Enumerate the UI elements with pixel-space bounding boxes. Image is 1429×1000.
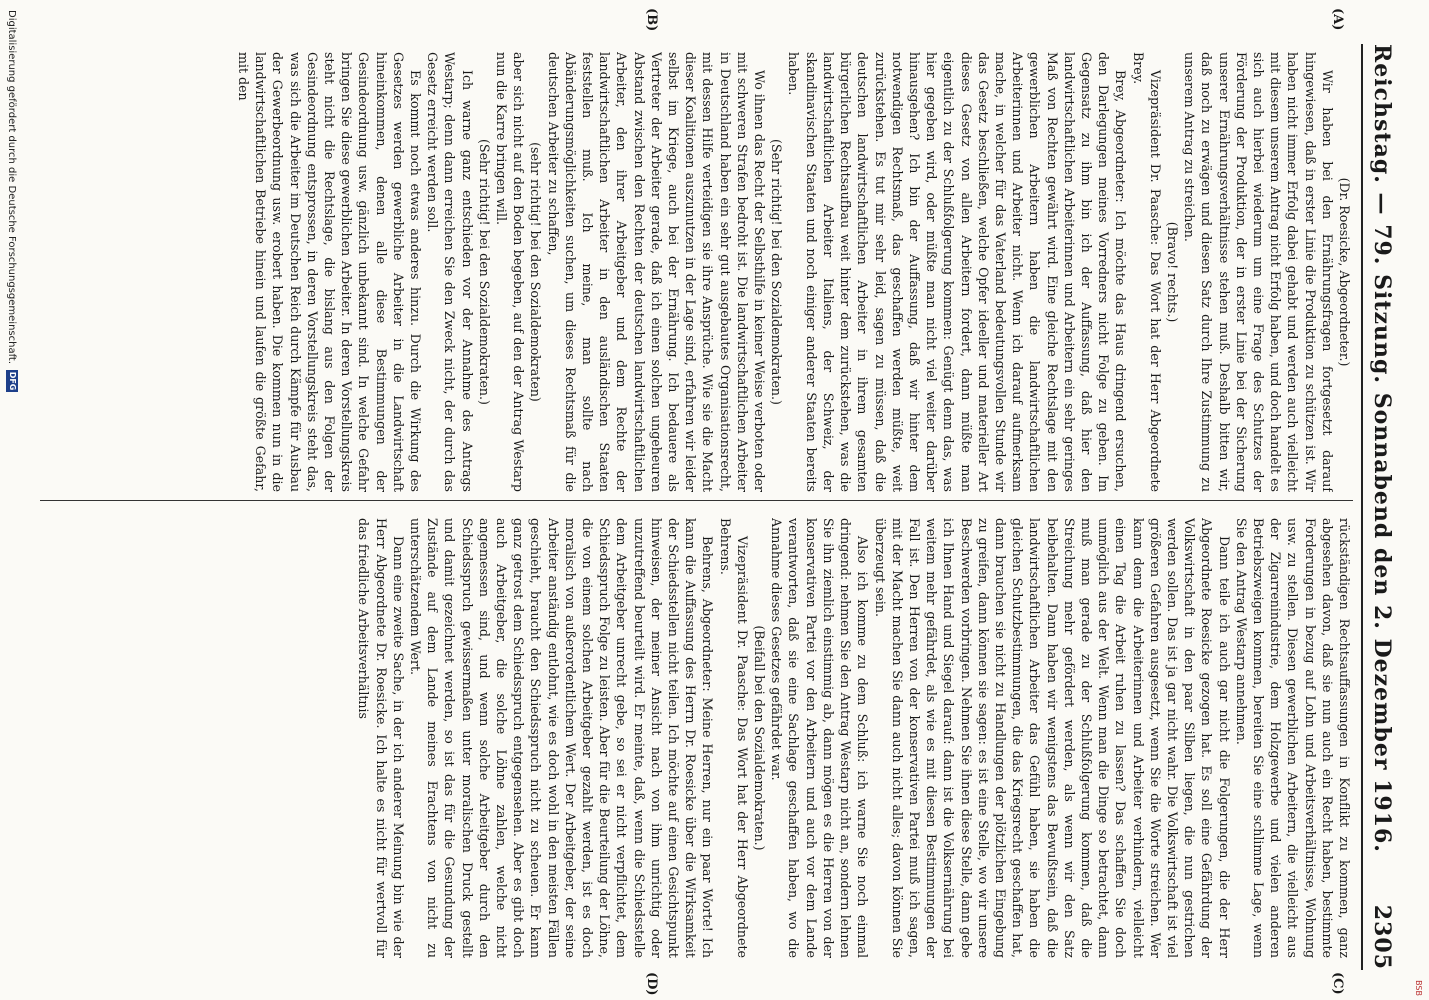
left-column	[40, 52, 1353, 492]
footer-text: Digitalisierung gefördert durch die Deutsche Forschungsgemeinschaft.	[6, 10, 18, 365]
paragraph: Behrens, Abgeordneter: Meine Herren, nur ein paar Worte! Ich kann die Auffassung des Herrn Dr. Roesicke über die Wirksamkeit der Schiedsstellen nicht teilen. Ich möchte auf einen Gesichtspunkt hinweisen, der meiner Ansicht nach von ihm unrichtig oder unzutreffend beurteilt wird. Er meinte, daß, wenn die Schiedsstelle dem Arbeitgeber unrecht gebe, so sei er nicht verpflichtet, dem Schiedsspruch Folge zu leisten. Aber für die Beurteilung der Löhne, die von einem solchen Arbeitgeber gezahlt werden, ist es doch moralisch von außerordentlichem Wert. Der Arbeitgeber, der seine Arbeiter anständig entlohnt, wie es doch wohl in den meisten Fällen geschieht, braucht den Schiedsspruch nicht zu scheuen. Er kann ganz getrost dem Schiedsspruch entgegensehen. Aber es gibt doch auch Arbeitgeber, die solche Löhne zahlen, welche nicht angemessen sind, und wenn solche Arbeitgeber durch den Schiedsspruch gewissermaßen unter moralischen Druck gestellt und damit gezeichnet werden, so ist das für die Gesundung der Zustände auf dem Lande meines Erachtens von nicht zu unterschätzendem Wert.	[408, 518, 716, 958]
column-separator	[40, 500, 1353, 501]
footer	[6, 10, 18, 392]
paragraph: Also ich komme zu dem Schluß: ich warne Sie noch einmal dringend: nehmen Sie den Antrag Westarp nicht an, sondern lehnen Sie ihn ziemlich einstimmig ab, dann mögen es die Herren von der konservativen Partei vor den Arbeitern und auch vor dem Lande verantworten, daß sie eine Sachlage geschaffen haben, wo die Annahme dieses Gesetzes gefährdet war.	[769, 518, 871, 958]
paragraph: (Bravo! rechts.)	[1164, 221, 1180, 323]
dfg-logo-icon: DFG	[8, 371, 17, 391]
paragraph: aber sich nicht auf den Boden begeben, auf den der Antrag Westarp nun die Karre bringen will.	[494, 52, 527, 492]
paragraph: Ich warne ganz entschieden vor der Annahme des Antrags Westarp; denn dann erreichen Sie den Zweck nicht, der durch das Gesetz erreicht werden soll.	[425, 52, 475, 492]
right-column	[40, 518, 1353, 958]
page-number: 2305	[1369, 904, 1395, 970]
paragraph: Wir haben bei den Ernährungsfragen fortgesetzt darauf hingewiesen, daß in erster Linie die Produktion zu schützen ist. Wir haben nicht immer Erfolg dabei gehabt und werden auch vielleicht mit diesem unserem Antrag nicht Erfolg haben, und doch handelt es sich auch hierbei wiederum um eine Frage des Schutzes der Förderung der Produktion, der in erster Linie bei der Sicherung unserer Ernährungsverhältnisse stehen muß. Deshalb bitten wir, daß noch zu erwägen und diesen Satz durch Ihre Zustimmung zu unserem Antrag zu streichen.	[1182, 52, 1335, 492]
paragraph: (Dr. Roesicke, Abgeordneter.)	[1337, 177, 1352, 367]
margin-marker-b: (B)	[644, 8, 659, 32]
paragraph: Vizepräsident Dr. Paasche: Das Wort hat der Herr Abgeordnete Brey.	[1130, 52, 1163, 492]
paragraph: (Beifall bei den Sozialdemokraten.)	[752, 625, 768, 851]
paragraph: Wo ihnen das Recht der Selbsthilfe in keiner Weise verboten oder mit schweren Strafen bedroht ist. Die landwirtschaftlichen Arbeiter in Deutschland haben ein sehr gut ausgebautes Organisationsrecht, mit dessen Hilfe verteidigen sie ihre Ansprüche. Wie sie die Macht dieser Koalitionen auszunutzen in der Lage sind, erfahren wir leider selbst im Kriege, auch bei der Ernährung. Ich bedauere als Vertreter der Arbeiter gerade, daß ich einen solchen ungeheuren Abstand zwischen den Rechten der deutschen landwirtschaftlichen Arbeiter, den ihrer Arbeitgeber und dem Rechte der landwirtschaftlichen Arbeiter in den ausländischen Staaten feststellen muß. Ich meine, man sollte nach Abänderungsmöglichkeiten suchen, um dieses Rechtsmaß für die deutschen Arbeiter zu schaffen,	[545, 52, 768, 492]
header-rule	[1361, 44, 1363, 970]
header-title: Reichstag. — 79. Sitzung. Sonnabend den 2. Dezember 1916.	[1369, 44, 1395, 853]
paragraph: Es kommt noch etwas anderes hinzu. Durch die Wirkung des Gesetzes werden gewerbliche Arbeiter in die Landwirtschaft hineinkommen, denen alle diese Bestimmungen der Gesindeordnung usw. gänzlich unbekannt sind. In welche Gefahr bringen Sie diese gewerblichen Arbeiter. In deren Vorstellungskreis steht nicht die Rechtslage, die bislang aus den Folgen der Gesindeordnung entsprossen, in deren Vorstellungskreis steht das, was sich die Arbeiter im Deutschen Reich durch Kämpfe für Ausbau der Gewerbeordnung usw. erobert haben. Die kommen nun in die landwirtschaftlichen Betriebe hinein und laufen die größte Gefahr, mit den	[236, 52, 424, 492]
paragraph: (sehr richtig! bei den Sozialdemokraten)	[528, 142, 544, 402]
margin-marker-c: (C)	[1330, 972, 1345, 995]
paragraph: (Sehr richtig! bei den Sozialdemokraten.)	[769, 139, 785, 405]
paragraph: (Sehr richtig! bei den Sozialdemokraten.)	[476, 139, 492, 405]
paragraph: Dann teile ich auch gar nicht die Folgerungen, die der Herr Abgeordnete Roesicke gezogen hat. Es soll eine Gefährdung der Volkswirtschaft in den paar Silben liegen, die nun gestrichen werden sollen. Das ist ja gar nicht wahr. Die Volkswirtschaft ist viel größeren Gefahren ausgesetzt, wenn Sie die Worte streichen. Wer kann denn die Arbeiterinnen und Arbeiter verhindern, vielleicht einen Tag die Arbeit ruhen zu lassen? Das schaffen Sie doch unmöglich aus der Welt. Wenn man die Dinge so betrachtet, dann muß man gerade zu der Schlußfolgerung kommen, daß die Streichung mehr gefördert werden, als wenn wir den Satz beibehalten. Dann haben wir wenigstens das Bewußtsein, daß die landwirtschaftlichen Arbeiter das Gefühl haben, sie haben die gleichen Schutzbestimmungen, die das Kriegsrecht geschaffen hat, dann brauchen sie nicht zu Handlungen der plötzlichen Eingebung zu greifen, dann können sie sagen: es ist eine Stelle, wo wir unsere Beschwerden vorbringen. Nehmen Sie ihnen diese Stelle, dann gebe ich Ihnen Hand und Siegel darauf: dann ist die Volksernährung bei weitem mehr gefährdet, als wie es mit diesen Bestimmungen der Fall ist. Den Herren von der konservativen Partei muß ich sagen, mit der Macht machen Sie dann auch nicht alles; davon können Sie überzeugt sein.	[872, 518, 1232, 958]
paragraph: Brey, Abgeordneter: Ich möchte das Haus dringend ersuchen, den Darlegungen meines Vorredners nicht Folge zu geben. Im Gegensatz zu ihm bin ich der Auffassung, daß hier den landwirtschaftlichen Arbeiterinnen und Arbeitern ein sehr geringes Maß von Rechten gewährt wird. Eine gleiche Rechtslage mit den gewerblichen Arbeitern haben die landwirtschaftlichen Arbeiterinnen und Arbeiter nicht. Wenn ich darauf aufmerksam mache, in welcher für das Vaterland bedeutungsvollen Stunde wir das Gesetz beschließen, welche Opfer ideeller und materieller Art dieses Gesetz von allen Arbeitern fordert, dann müßte man eigentlich zu der Schlußfolgerung kommen: Genügt denn das, was hier gegeben wird, oder müßte man nicht viel weiter darüber hinausgehen? Ich bin der Auffassung, daß wir hinter dem notwendigen Rechtsmaß, das geschaffen werden müßte, weit zurückstehen. Es tut mir sehr leid, sagen zu müssen, daß die deutschen landwirtschaftlichen Arbeiter in ihrem gesamten bürgerlichen Rechtsaufbau weit hinter dem zurückstehen, was die landwirtschaftlichen Arbeiter Italiens, der Schweiz, der skandinavischen Staaten und noch einiger anderer Staaten bereits haben.	[786, 52, 1129, 492]
page-header	[1369, 44, 1395, 970]
paragraph: rückständigen Rechtsauffassungen in Konflikt zu kommen, ganz abgesehen davon, daß sie nun auch ein Recht haben, bestimmte Forderungen in bezug auf Lohn und Arbeitsverhältnisse, Wohnung usw. zu stellen. Diesen gewerblichen Arbeitern, die vielleicht aus der Zigarrenindustrie, dem Holzgewerbe und vielen anderen Betriebszweigen kommen, bereiten Sie eine schlimme Lage, wenn Sie den Antrag Westarp annehmen.	[1233, 518, 1352, 958]
paragraph: Vizepräsident Dr. Paasche: Das Wort hat der Herr Abgeordnete Behrens.	[717, 518, 750, 958]
margin-marker-d: (D)	[644, 972, 659, 996]
paragraph: Dann eine zweite Sache, in der ich anderer Meinung bin wie der Herr Abgeordnete Dr. Roesicke. Ich halte es nicht für wertvoll für das friedliche Arbeitsverhältnis	[356, 518, 406, 958]
bsb-watermark: BSB	[1414, 980, 1423, 996]
margin-marker-a: (A)	[1330, 8, 1345, 31]
